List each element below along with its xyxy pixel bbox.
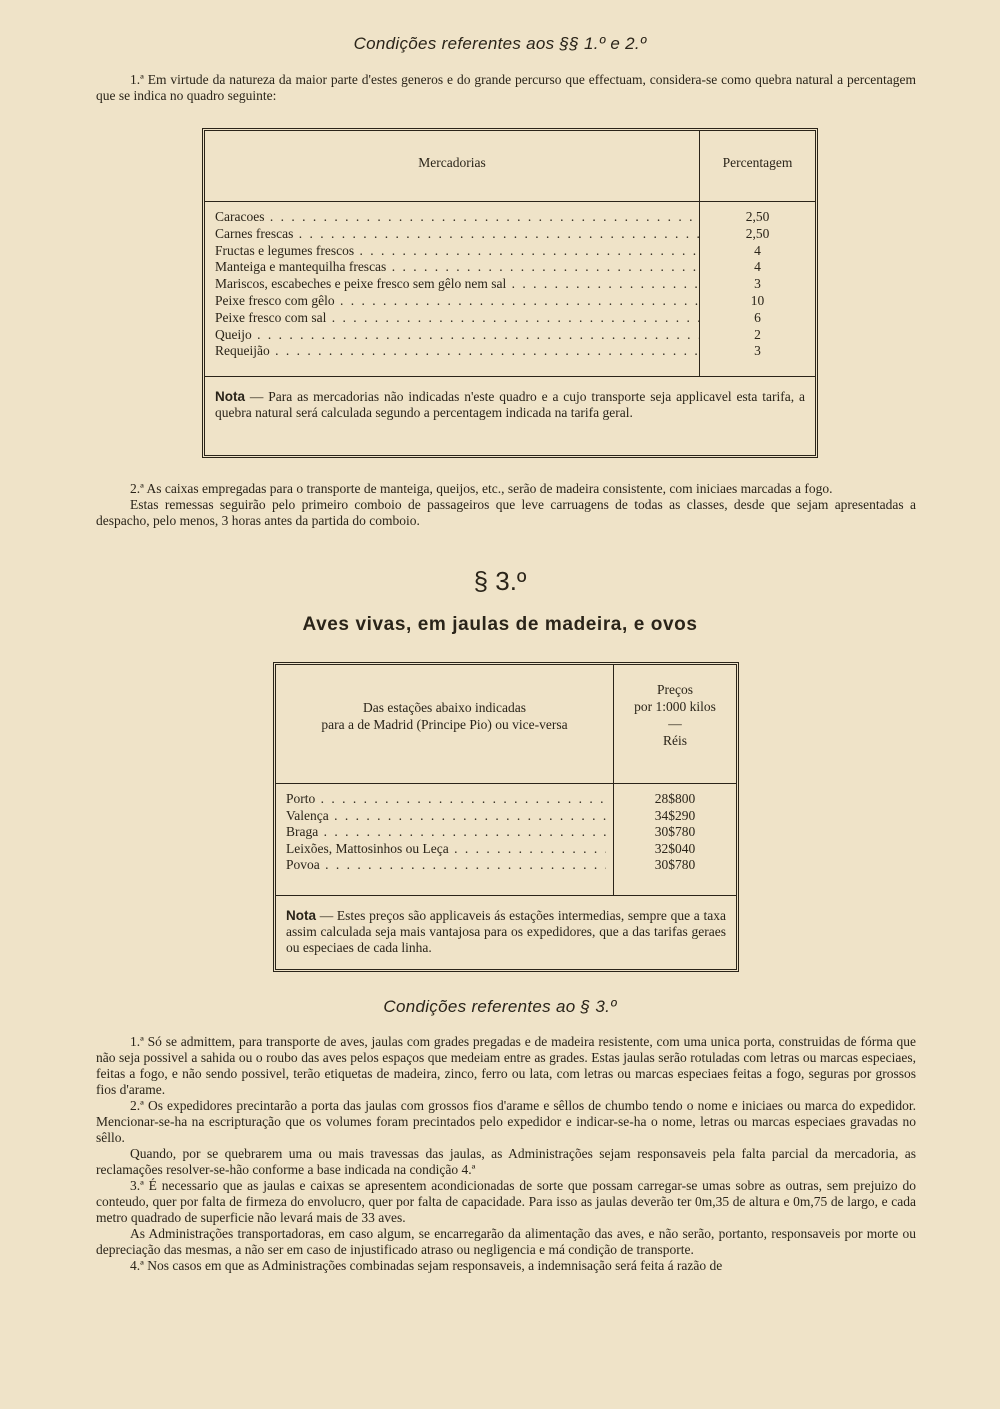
table-row [215, 310, 815, 327]
table-row [286, 791, 736, 808]
breakage-table-header [205, 131, 815, 202]
price-table-rows [286, 791, 736, 874]
station-name: Leixões, Mattosinhos ou Leça . . . [286, 841, 606, 858]
table-row [215, 209, 815, 226]
section-3-conditions [96, 1034, 916, 1274]
item-name: Manteiga e mantequilha frescas . . . [215, 259, 699, 276]
table-row [215, 243, 815, 260]
table-row [215, 343, 815, 360]
breakage-table [202, 128, 818, 458]
price-table [273, 662, 739, 972]
note-text: — Estes preços são applicaveis ás estações intermedias, sempre que a taxa assim calculada seja mais vantajosa para os expedidores, que a das tarifas geraes ou especiaes de cada linha. [286, 908, 726, 955]
station-name: Porto . . . [286, 791, 606, 808]
section-number: § 3.º [473, 566, 527, 596]
intro-paragraph [96, 72, 916, 104]
table-row [215, 276, 815, 293]
station-name: Valença . . . [286, 808, 606, 825]
paragraph-text: 4.ª Nos casos em que as Administrações combinadas sejam responsaveis, a indemnisação será feita á razão de [130, 1258, 723, 1273]
col-stations-line1: Das estações abaixo indicadas [362, 700, 527, 715]
table-row [215, 259, 815, 276]
note-label: Nota [286, 908, 316, 923]
col-prices-line1: Preços [657, 682, 693, 697]
col-prices-line4: Réis [662, 733, 687, 748]
item-percentage: 2,50 [745, 209, 770, 224]
condition-1-text: 1.ª Em virtude da natureza da maior parte d'estes generos e do grande percurso que effectuam, considera-se como quebra natural a percentagem que se indica no quadro seguinte: [96, 72, 916, 103]
paragraph-text: 3.ª É necessario que as jaulas e caixas se apresentem acondicionadas de sorte que possam carregar-se umas sobre as outras, sem prejuizo do conteudo, quer por falta de firmeza do envolucro, quer por falta de capacidade. Para isso as jaulas deverão ter 0m,35 de altura e 0m,75 de largo, e cada metro quadrado de superficie não levará mais de 33 aves. [96, 1178, 916, 1225]
paragraph-text: Quando, por se quebrarem uma ou mais travessas das jaulas, as Administrações sejam responsaveis pela falta parcial da mercadoria, as reclamações resolver-se-hão conforme a base indicada na condição 4.ª [96, 1146, 916, 1177]
price-table-note [276, 895, 736, 969]
item-name: Carnes frescas . . . [215, 226, 699, 243]
item-name: Peixe fresco com sal . . . [215, 310, 699, 327]
paragraph-text: 1.ª Só se admittem, para transporte de aves, jaulas com grades pregadas e de madeira resistente, com uma unica porta, construidas de fórma que não seja possivel a sahida ou o roubo das aves pelos espaços que medeiam entre as grades. Estas jaulas serão rotuladas com letras ou marcas especiaes, feitas a fogo, e não sendo possivel, terão etiquetas de madeira, zinco, ferro ou lata, com letras ou marcas especiaes feitas a fogo, seguras por grossos fios d'arame. [96, 1034, 916, 1097]
price-table-header [276, 665, 736, 784]
item-name: Mariscos, escabeches e peixe fresco sem gêlo nem sal . . . [215, 276, 699, 293]
item-percentage: 3 [754, 276, 761, 292]
item-name: Caracoes . . . [215, 209, 699, 226]
station-price: 30$780 [654, 857, 696, 872]
item-percentage: 2 [754, 326, 761, 342]
col-percentagem: Percentagem [722, 155, 793, 170]
col-mercadorias: Mercadorias [418, 155, 486, 170]
conditions-heading-3: Condições referentes ao § 3.º [383, 997, 617, 1016]
paragraph-text: Estas remessas seguirão pelo primeiro comboio de passageiros que leve carruagens de todas as classes, desde que sejam apresentadas a despacho, pelo menos, 3 horas antes da partida do comboio. [96, 497, 916, 528]
col-prices-line2: por 1:000 kilos [634, 699, 716, 714]
station-name: Povoa . . . [286, 857, 606, 874]
condition-2-paragraph [96, 481, 916, 529]
table-row [286, 841, 736, 858]
table-row [286, 857, 736, 874]
col-prices-dash: — [668, 716, 682, 731]
breakage-table-rows [215, 209, 815, 360]
paragraph-text: 2.ª Os expedidores precintarão a porta das jaulas com grossos fios d'arame e sêllos de chumbo tendo o nome e iniciaes ou marca do expedidor. Mencionar-se-ha na escripturação que os volumes foram precintados pelo expedidor e indicar-se-ha o nome, letras ou marcas especiaes gravadas no sêllo. [96, 1098, 916, 1145]
item-percentage: 6 [754, 309, 761, 325]
item-name: Requeijão . . . [215, 343, 699, 360]
station-price: 30$780 [654, 824, 696, 839]
paragraph-text: As Administrações transportadoras, em caso algum, se encarregarão da alimentação das aves, e não serão, portanto, responsaveis por morte ou depreciação das mesmas, a não ser em caso de injustificado atraso ou negligencia e má condição de transporte. [96, 1226, 916, 1257]
note-text: — Para as mercadorias não indicadas n'este quadro e a cujo transporte seja applicavel esta tarifa, a quebra natural será calculada segundo a percentagem indicada na tarifa geral. [215, 389, 805, 420]
col-prices [614, 681, 736, 749]
breakage-table-note [205, 376, 815, 456]
section-title: Aves vivas, em jaulas de madeira, e ovos [302, 614, 698, 635]
item-name: Fructas e legumes frescos . . . [215, 243, 699, 260]
item-percentage: 3 [754, 343, 761, 359]
table-row [215, 293, 815, 310]
station-name: Braga . . . [286, 824, 606, 841]
item-percentage: 4 [754, 259, 761, 275]
conditions-heading-1-2: Condições referentes aos §§ 1.º e 2.º [353, 34, 647, 53]
item-name: Peixe fresco com gêlo . . . [215, 293, 699, 310]
note-label: Nota [215, 389, 245, 404]
item-percentage: 4 [754, 242, 761, 258]
station-price: 28$800 [654, 791, 696, 806]
station-price: 32$040 [654, 840, 696, 856]
station-price: 34$290 [654, 807, 696, 823]
item-name: Queijo . . . [215, 327, 699, 344]
paragraph-text: 2.ª As caixas empregadas para o transporte de manteiga, queijos, etc., serão de madeira consistente, com iniciaes marcadas a fogo. [130, 481, 833, 496]
item-percentage: 2,50 [745, 225, 770, 241]
col-stations-line2: para a de Madrid (Principe Pio) ou vice-versa [321, 717, 568, 732]
col-stations [276, 699, 613, 733]
table-row [215, 226, 815, 243]
item-percentage: 10 [750, 292, 765, 308]
table-row [286, 824, 736, 841]
table-row [286, 808, 736, 825]
table-row [215, 327, 815, 344]
